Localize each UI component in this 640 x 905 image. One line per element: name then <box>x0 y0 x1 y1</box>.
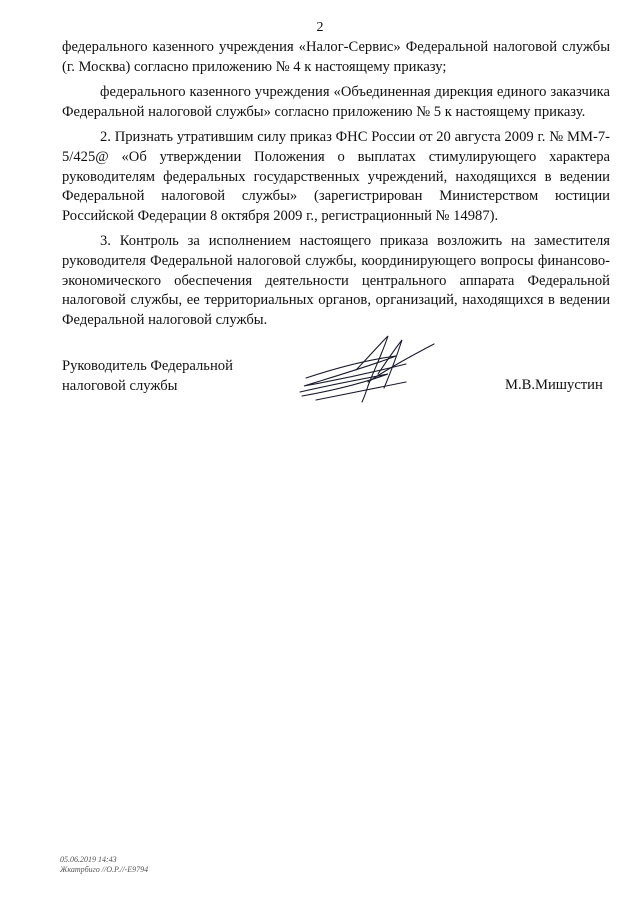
paragraph-2: федерального казенного учреждения «Объединенная дирекция единого заказчика Федеральной налоговой службы» согласно приложению № 5 к настоящему приказу. <box>62 84 610 120</box>
paragraph-1: федерального казенного учреждения «Налог-Сервис» Федеральной налоговой службы (г. Москва) согласно приложению № 4 к настоящему приказу; <box>62 39 610 75</box>
handwritten-signature <box>296 330 438 410</box>
signatory-title-line1: Руководитель Федеральной <box>62 358 233 374</box>
document-body <box>62 38 610 336</box>
signatory-name: М.В.Мишустин <box>505 377 603 393</box>
document-footer <box>60 855 148 875</box>
signatory-title <box>62 357 233 396</box>
signatory-title-line2: налоговой службы <box>62 377 178 394</box>
footer-file-code: Жкатрбиго //О.Р.//-Е9794 <box>60 865 149 874</box>
paragraph-4: 3. Контроль за исполнением настоящего приказа возложить на заместителя руководителя Федеральной налоговой службы, координирующего вопросы финансово-экономического обеспечения деятельности центрального аппарата Федеральной налоговой службы, ее территориальных органов, организаций, находящихся в ведении Федеральной налоговой службы. <box>62 233 610 328</box>
footer-timestamp: 05.06.2019 14:43 <box>60 855 117 864</box>
page-number: 2 <box>316 20 324 35</box>
paragraph-3: 2. Признать утратившим силу приказ ФНС России от 20 августа 2009 г. № ММ-7-5/425@ «Об утверждении Положения о выплатах стимулирующего характера руководителям федеральных государственных учреждений, находящихся в ведении Федеральной налоговой службы» (зарегистрирован Министерством юстиции Российской Федерации 8 октября 2009 г., регистрационный № 14987). <box>62 129 610 224</box>
